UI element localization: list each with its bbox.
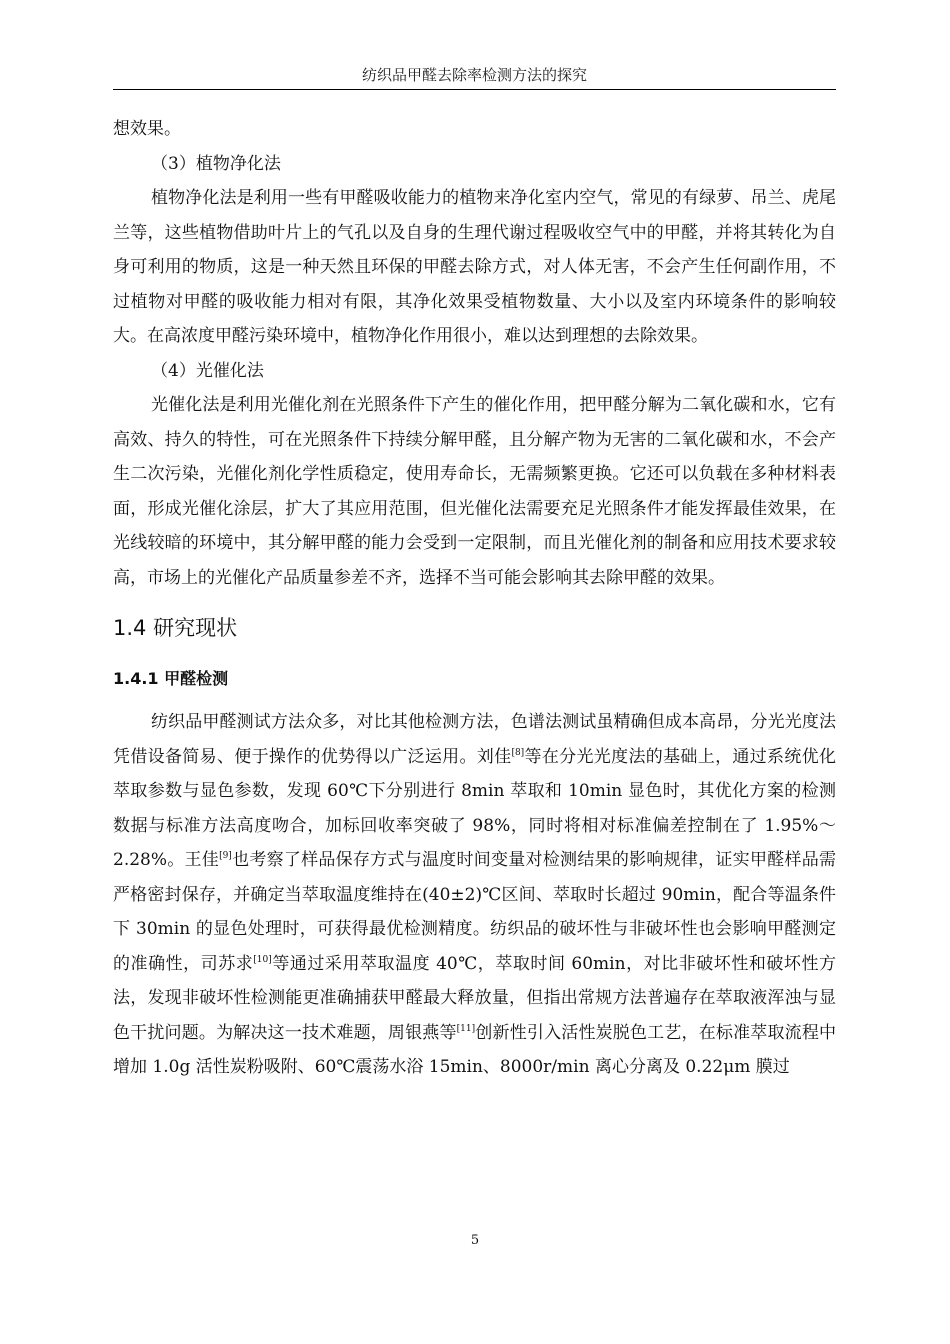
page-body: [113, 112, 836, 1085]
subheading-plant-purification: （3）植物净化法: [151, 153, 281, 174]
page-number: 5: [470, 1233, 480, 1248]
detection-text-1: 纺织品甲醛测试方法众多，对比其他检测方法，色谱法测试虽精确但成本高昂，分光光度法凭借设备简易、便于操作的优势得以广泛运用。刘佳: [113, 712, 836, 767]
paragraph-formaldehyde-detection: [113, 705, 836, 1085]
subheading-photocatalysis: （4）光催化法: [151, 360, 264, 381]
detection-text-4: 等通过采用萃取温度 40℃，萃取时间 60min，对比非破坏性和破坏性方法，发现非破坏性检测能更准确捕获甲醛最大释放量，但指出常规方法普遍存在萃取液浑浊与显色干扰问题。为解决这一技术难题，周银燕等: [113, 953, 837, 1043]
paragraph-plant-purification: 植物净化法是利用一些有甲醛吸收能力的植物来净化室内空气，常见的有绿萝、吊兰、虎尾兰等，这些植物借助叶片上的气孔以及自身的生理代谢过程吸收空气中的甲醛，并将其转化为自身可利用的物质，这是一种天然且环保的甲醛去除方式，对人体无害，不会产生任何副作用，不过植物对甲醛的吸收能力相对有限，其净化效果受植物数量、大小以及室内环境条件的影响较大。在高浓度甲醛污染环境中，植物净化作用很小，难以达到理想的去除效果。: [113, 188, 836, 346]
citation-10: [10]: [253, 954, 272, 965]
header-divider: [113, 89, 836, 90]
detection-text-3: 也考察了样品保存方式与温度时间变量对检测结果的影响规律，证实甲醛样品需严格密封保存，并确定当萃取温度维持在(40±2)℃区间、萃取时长超过 90min，配合等温条件下 30min 的显色处理时，可获得最优检测精度。纺织品的破坏性与非破坏性也会影响甲醛测定的准确性，司苏求: [113, 850, 836, 974]
paragraph-continuation: 想效果。: [113, 119, 181, 139]
subsection-heading: 1.4.1 甲醛检测: [113, 669, 229, 688]
detection-text-2: 等在分光光度法的基础上，通过系统优化萃取参数与显色参数，发现 60℃下分别进行 8min 萃取和 10min 显色时，其优化方案的检测数据与标准方法高度吻合，加标回收率突破了 98%，同时将相对标准偏差控制在了 1.95%～2.28%。王佳: [113, 746, 837, 870]
citation-8: [8]: [511, 747, 525, 758]
citation-9: [9]: [219, 851, 232, 861]
section-heading: 1.4 研究现状: [113, 616, 238, 640]
detection-text-5: 创新性引入活性炭脱色工艺，在标准萃取流程中增加 1.0g 活性炭粉吸附、60℃震荡水浴 15min、8000r/min 离心分离及 0.22μm 膜过: [113, 1022, 837, 1077]
citation-11: [11]: [456, 1023, 476, 1034]
paragraph-photocatalysis: 光催化法是利用光催化剂在光照条件下产生的催化作用，把甲醛分解为二氧化碳和水，它有高效、持久的特性，可在光照条件下持续分解甲醛，且分解产物为无害的二氧化碳和水，不会产生二次污染，光催化剂化学性质稳定，使用寿命长，无需频繁更换。它还可以负载在多种材料表面，形成光催化涂层，扩大了其应用范围，但光催化法需要充足光照条件才能发挥最佳效果，在光线较暗的环境中，其分解甲醛的能力会受到一定限制，而且光催化剂的制备和应用技术要求较高，市场上的光催化产品质量参差不齐，选择不当可能会影响其去除甲醛的效果。: [113, 395, 836, 588]
running-header: 纺织品甲醛去除率检测方法的探究: [361, 66, 587, 84]
